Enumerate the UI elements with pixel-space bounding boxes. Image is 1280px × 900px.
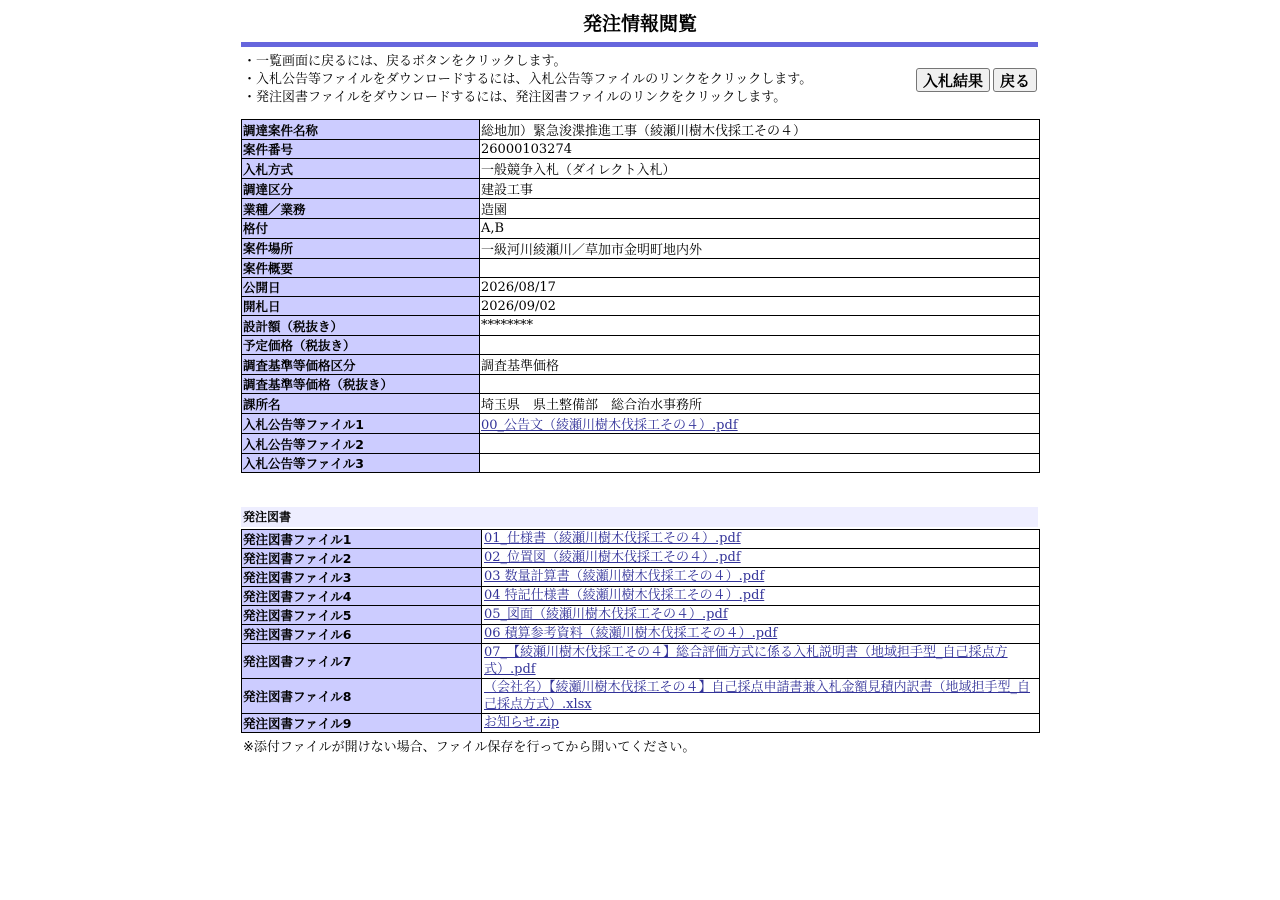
info-row: [242, 159, 1040, 179]
instruction-line: ・発注図書ファイルをダウンロードするには、発注図書ファイルのリンクをクリックします。: [243, 90, 787, 105]
drawing-file-link[interactable]: 05_図面（綾瀬川樹木伐採工その４）.pdf: [484, 607, 728, 623]
info-row: [242, 316, 1040, 335]
info-row: [242, 453, 1040, 472]
info-row: [242, 375, 1040, 394]
info-value: 26000103274: [480, 140, 1040, 159]
info-value: 造園: [480, 199, 1040, 219]
instructions-area: [241, 47, 1039, 119]
info-label: 入札公告等ファイル2: [242, 434, 480, 453]
info-value: [480, 335, 1040, 354]
drawing-file-label: 発注図書ファイル8: [242, 678, 482, 713]
drawing-file-row: [242, 643, 1040, 678]
drawing-file-cell: [482, 624, 1040, 643]
instruction-line: ・入札公告等ファイルをダウンロードするには、入札公告等ファイルのリンクをクリックします。: [243, 72, 813, 87]
drawing-file-row: [242, 678, 1040, 713]
info-value: 一級河川綾瀬川／草加市金明町地内外: [480, 238, 1040, 258]
info-value: [480, 453, 1040, 472]
info-row: [242, 258, 1040, 277]
drawing-file-cell: [482, 643, 1040, 678]
drawing-file-row: [242, 713, 1040, 732]
action-buttons: [916, 68, 1037, 92]
attachment-note: ※添付ファイルが開けない場合、ファイル保存を行ってから開いてください。: [243, 739, 696, 755]
drawing-file-cell: [482, 548, 1040, 567]
info-row: [242, 140, 1040, 159]
info-label: 課所名: [242, 394, 480, 414]
project-info-table: [241, 119, 1040, 473]
info-value: 調査基準価格: [480, 355, 1040, 375]
drawing-file-link[interactable]: 01_仕様書（綾瀬川樹木伐採工その４）.pdf: [484, 531, 741, 547]
info-value: 2026/09/02: [480, 297, 1040, 316]
info-row: [242, 179, 1040, 199]
notice-file-link[interactable]: 00_公告文（綾瀬川樹木伐採工その４）.pdf: [481, 418, 738, 434]
drawing-file-link[interactable]: 06 積算参考資料（綾瀬川樹木伐採工その４）.pdf: [484, 626, 778, 642]
info-label: 調達案件名称: [242, 120, 480, 140]
drawing-file-link[interactable]: お知らせ.zip: [484, 715, 560, 731]
info-value: ********: [480, 316, 1040, 335]
info-value: [480, 258, 1040, 277]
info-row: [242, 355, 1040, 375]
info-label: 入札公告等ファイル1: [242, 414, 480, 434]
drawing-file-row: [242, 567, 1040, 586]
info-row: [242, 414, 1040, 434]
instructions: [243, 53, 812, 107]
info-label: 案件概要: [242, 258, 480, 277]
info-row: [242, 335, 1040, 354]
info-label: 開札日: [242, 297, 480, 316]
info-value: [480, 434, 1040, 453]
drawing-file-link[interactable]: （会社名）【綾瀬川樹木伐採工その４】自己採点申請書兼入札金額見積内訳書（地域担手型_自己採点方式）.xlsx: [484, 679, 1031, 712]
drawing-file-label: 発注図書ファイル1: [242, 529, 482, 548]
drawing-file-cell: [482, 586, 1040, 605]
drawing-file-row: [242, 529, 1040, 548]
info-label: 調達区分: [242, 179, 480, 199]
drawing-file-label: 発注図書ファイル7: [242, 643, 482, 678]
page-title: 発注情報閲覧: [582, 13, 697, 35]
info-row: [242, 434, 1040, 453]
info-label: 公開日: [242, 277, 480, 296]
info-row: [242, 297, 1040, 316]
info-label: 調査基準等価格（税抜き）: [242, 375, 480, 394]
info-row: [242, 199, 1040, 219]
info-label: 案件番号: [242, 140, 480, 159]
drawing-file-row: [242, 586, 1040, 605]
info-row: [242, 277, 1040, 296]
drawing-file-link[interactable]: 02_位置図（綾瀬川樹木伐採工その４）.pdf: [484, 550, 741, 566]
drawing-file-cell: [482, 567, 1040, 586]
drawings-section-title: 発注図書: [241, 507, 1038, 527]
drawing-file-link[interactable]: 04 特記仕様書（綾瀬川樹木伐採工その４）.pdf: [484, 588, 765, 604]
info-value: 2026/08/17: [480, 277, 1040, 296]
info-value: 建設工事: [480, 179, 1040, 199]
drawing-file-label: 発注図書ファイル5: [242, 605, 482, 624]
drawing-file-row: [242, 548, 1040, 567]
drawings-table: [241, 529, 1040, 733]
drawing-file-row: [242, 624, 1040, 643]
drawing-file-label: 発注図書ファイル6: [242, 624, 482, 643]
drawing-file-cell: [482, 678, 1040, 713]
drawing-file-link[interactable]: 07_【綾瀬川樹木伐採工その４】総合評価方式に係る入札説明書（地域担手型_自己採点方式）.pdf: [484, 644, 1008, 677]
info-label: 入札方式: [242, 159, 480, 179]
info-row: [242, 120, 1040, 140]
info-value: [480, 375, 1040, 394]
info-row: [242, 219, 1040, 238]
info-label: 案件場所: [242, 238, 480, 258]
drawing-file-cell: [482, 605, 1040, 624]
info-label: 設計額（税抜き）: [242, 316, 480, 335]
instruction-line: ・一覧画面に戻るには、戻るボタンをクリックします。: [243, 54, 567, 69]
info-value: 埼玉県 県土整備部 総合治水事務所: [480, 394, 1040, 414]
bid-result-button[interactable]: 入札結果: [916, 68, 990, 92]
info-label: 予定価格（税抜き）: [242, 335, 480, 354]
drawing-file-row: [242, 605, 1040, 624]
drawing-file-label: 発注図書ファイル9: [242, 713, 482, 732]
drawing-file-cell: [482, 713, 1040, 732]
info-label: 業種／業務: [242, 199, 480, 219]
drawing-file-label: 発注図書ファイル2: [242, 548, 482, 567]
info-value: [480, 414, 1040, 434]
info-value: A,B: [480, 219, 1040, 238]
info-label: 入札公告等ファイル3: [242, 453, 480, 472]
info-value: 一般競争入札（ダイレクト入札）: [480, 159, 1040, 179]
back-button[interactable]: 戻る: [993, 68, 1037, 92]
drawing-file-cell: [482, 529, 1040, 548]
info-row: [242, 238, 1040, 258]
drawing-file-label: 発注図書ファイル4: [242, 586, 482, 605]
info-label: 格付: [242, 219, 480, 238]
info-row: [242, 394, 1040, 414]
info-value: 総地加）緊急浚渫推進工事（綾瀬川樹木伐採工その４）: [480, 120, 1040, 140]
drawing-file-label: 発注図書ファイル3: [242, 567, 482, 586]
drawing-file-link[interactable]: 03 数量計算書（綾瀬川樹木伐採工その４）.pdf: [484, 569, 765, 585]
info-label: 調査基準等価格区分: [242, 355, 480, 375]
page-container: [241, 0, 1039, 755]
